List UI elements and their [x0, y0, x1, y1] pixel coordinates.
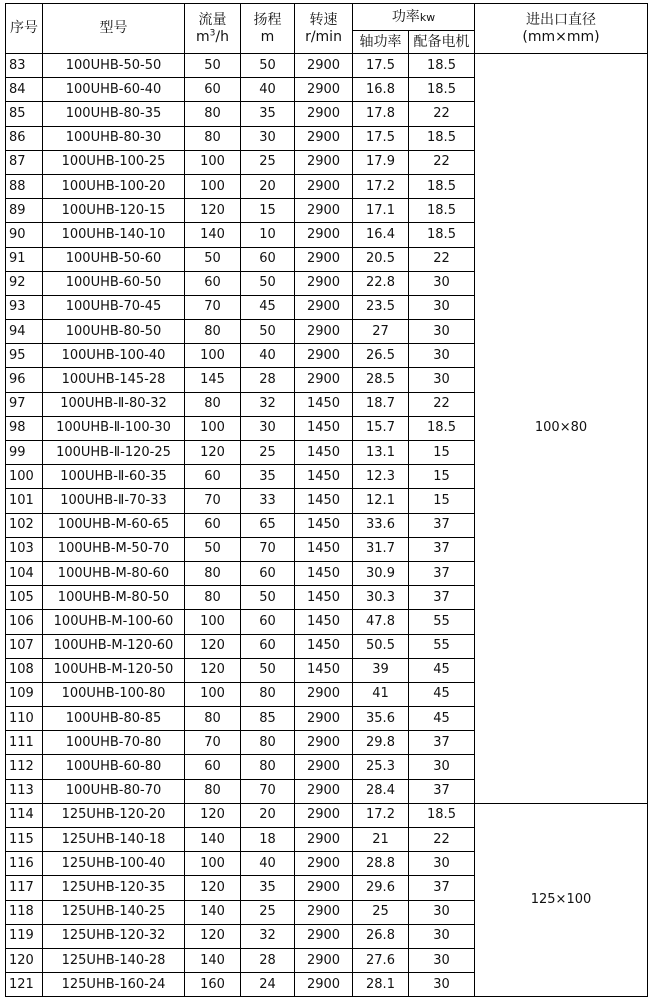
- cell-seq: 120: [6, 948, 43, 972]
- cell-flow: 80: [185, 126, 241, 150]
- cell-seq: 113: [6, 779, 43, 803]
- cell-head: 40: [241, 344, 295, 368]
- cell-shaft-power: 26.8: [353, 924, 409, 948]
- cell-seq: 100: [6, 465, 43, 489]
- cell-head: 28: [241, 948, 295, 972]
- cell-shaft-power: 23.5: [353, 295, 409, 319]
- cell-seq: 83: [6, 54, 43, 78]
- cell-model: 125UHB-160-24: [43, 973, 185, 997]
- cell-speed: 2900: [295, 344, 353, 368]
- cell-motor-power: 30: [409, 344, 475, 368]
- cell-flow: 120: [185, 803, 241, 827]
- cell-seq: 95: [6, 344, 43, 368]
- cell-speed: 2900: [295, 900, 353, 924]
- cell-model: 100UHB-120-15: [43, 199, 185, 223]
- cell-motor-power: 22: [409, 392, 475, 416]
- cell-flow: 120: [185, 924, 241, 948]
- cell-flow: 60: [185, 513, 241, 537]
- cell-speed: 2900: [295, 271, 353, 295]
- cell-model: 100UHB-M-120-50: [43, 658, 185, 682]
- cell-head: 65: [241, 513, 295, 537]
- cell-seq: 97: [6, 392, 43, 416]
- cell-flow: 120: [185, 441, 241, 465]
- cell-flow: 70: [185, 489, 241, 513]
- cell-flow: 80: [185, 392, 241, 416]
- cell-head: 25: [241, 441, 295, 465]
- cell-diameter: 100×80: [475, 54, 648, 804]
- header-speed: [295, 4, 353, 54]
- cell-speed: 2900: [295, 682, 353, 706]
- cell-speed: 2900: [295, 78, 353, 102]
- cell-shaft-power: 15.7: [353, 416, 409, 440]
- header-flow-label: 流量: [198, 11, 227, 28]
- cell-shaft-power: 17.2: [353, 803, 409, 827]
- cell-model: 100UHB-145-28: [43, 368, 185, 392]
- cell-flow: 80: [185, 586, 241, 610]
- cell-motor-power: 30: [409, 900, 475, 924]
- cell-flow: 100: [185, 150, 241, 174]
- cell-motor-power: 18.5: [409, 54, 475, 78]
- header-model: 型号: [43, 4, 185, 54]
- cell-motor-power: 30: [409, 295, 475, 319]
- cell-shaft-power: 22.8: [353, 271, 409, 295]
- cell-seq: 91: [6, 247, 43, 271]
- cell-speed: 1450: [295, 658, 353, 682]
- cell-motor-power: 15: [409, 441, 475, 465]
- cell-head: 50: [241, 586, 295, 610]
- cell-head: 60: [241, 634, 295, 658]
- cell-seq: 109: [6, 682, 43, 706]
- cell-model: 100UHB-100-80: [43, 682, 185, 706]
- cell-flow: 60: [185, 78, 241, 102]
- cell-shaft-power: 26.5: [353, 344, 409, 368]
- cell-motor-power: 37: [409, 513, 475, 537]
- cell-flow: 70: [185, 731, 241, 755]
- cell-speed: 1450: [295, 416, 353, 440]
- cell-speed: 2900: [295, 150, 353, 174]
- cell-model: 100UHB-50-60: [43, 247, 185, 271]
- cell-motor-power: 55: [409, 610, 475, 634]
- cell-head: 15: [241, 199, 295, 223]
- cell-shaft-power: 16.4: [353, 223, 409, 247]
- cell-model: 125UHB-120-20: [43, 803, 185, 827]
- cell-model: 125UHB-120-32: [43, 924, 185, 948]
- cell-model: 100UHB-80-50: [43, 320, 185, 344]
- cell-model: 100UHB-M-80-50: [43, 586, 185, 610]
- table-row: [6, 54, 648, 78]
- cell-seq: 104: [6, 561, 43, 585]
- cell-shaft-power: 27: [353, 320, 409, 344]
- cell-flow: 160: [185, 973, 241, 997]
- cell-speed: 2900: [295, 803, 353, 827]
- cell-flow: 100: [185, 174, 241, 198]
- cell-shaft-power: 47.8: [353, 610, 409, 634]
- cell-head: 10: [241, 223, 295, 247]
- cell-shaft-power: 35.6: [353, 707, 409, 731]
- cell-seq: 107: [6, 634, 43, 658]
- cell-model: 125UHB-120-35: [43, 876, 185, 900]
- cell-head: 28: [241, 368, 295, 392]
- cell-model: 100UHB-60-80: [43, 755, 185, 779]
- cell-speed: 2900: [295, 199, 353, 223]
- cell-model: 125UHB-140-28: [43, 948, 185, 972]
- cell-flow: 60: [185, 465, 241, 489]
- cell-model: 100UHB-Ⅱ-70-33: [43, 489, 185, 513]
- cell-head: 30: [241, 416, 295, 440]
- cell-model: 100UHB-M-120-60: [43, 634, 185, 658]
- header-flow-unit: $m^3/h$: [196, 27, 229, 45]
- cell-motor-power: 37: [409, 876, 475, 900]
- header-power-label: 功率: [391, 8, 420, 25]
- cell-seq: 102: [6, 513, 43, 537]
- cell-motor-power: 18.5: [409, 174, 475, 198]
- cell-motor-power: 18.5: [409, 803, 475, 827]
- cell-motor-power: 30: [409, 320, 475, 344]
- cell-flow: 120: [185, 634, 241, 658]
- cell-speed: 2900: [295, 247, 353, 271]
- cell-shaft-power: 28.5: [353, 368, 409, 392]
- cell-head: 20: [241, 174, 295, 198]
- cell-motor-power: 30: [409, 948, 475, 972]
- cell-shaft-power: 28.8: [353, 852, 409, 876]
- cell-seq: 110: [6, 707, 43, 731]
- cell-speed: 2900: [295, 223, 353, 247]
- cell-speed: 2900: [295, 755, 353, 779]
- cell-shaft-power: 21: [353, 828, 409, 852]
- cell-motor-power: 22: [409, 828, 475, 852]
- cell-speed: 1450: [295, 465, 353, 489]
- cell-flow: 100: [185, 682, 241, 706]
- cell-speed: 2900: [295, 54, 353, 78]
- cell-speed: 1450: [295, 537, 353, 561]
- cell-shaft-power: 13.1: [353, 441, 409, 465]
- cell-shaft-power: 25.3: [353, 755, 409, 779]
- cell-head: 60: [241, 561, 295, 585]
- cell-speed: 2900: [295, 924, 353, 948]
- cell-flow: 100: [185, 610, 241, 634]
- cell-shaft-power: 17.1: [353, 199, 409, 223]
- cell-flow: 145: [185, 368, 241, 392]
- cell-diameter: 125×100: [475, 803, 648, 997]
- cell-flow: 60: [185, 755, 241, 779]
- cell-model: 100UHB-50-50: [43, 54, 185, 78]
- cell-head: 35: [241, 102, 295, 126]
- cell-shaft-power: 41: [353, 682, 409, 706]
- cell-model: 100UHB-Ⅱ-60-35: [43, 465, 185, 489]
- cell-head: 50: [241, 271, 295, 295]
- cell-model: 125UHB-100-40: [43, 852, 185, 876]
- cell-motor-power: 22: [409, 150, 475, 174]
- cell-flow: 80: [185, 561, 241, 585]
- cell-motor-power: 37: [409, 586, 475, 610]
- cell-head: 20: [241, 803, 295, 827]
- cell-head: 40: [241, 78, 295, 102]
- cell-speed: 2900: [295, 707, 353, 731]
- cell-model: 100UHB-M-60-65: [43, 513, 185, 537]
- cell-shaft-power: 12.1: [353, 489, 409, 513]
- cell-model: 125UHB-140-18: [43, 828, 185, 852]
- cell-flow: 50: [185, 54, 241, 78]
- cell-motor-power: 37: [409, 537, 475, 561]
- cell-flow: 80: [185, 779, 241, 803]
- cell-speed: 1450: [295, 586, 353, 610]
- header-head: [241, 4, 295, 54]
- cell-flow: 60: [185, 271, 241, 295]
- cell-flow: 120: [185, 876, 241, 900]
- cell-head: 25: [241, 900, 295, 924]
- cell-motor-power: 18.5: [409, 126, 475, 150]
- cell-motor-power: 15: [409, 465, 475, 489]
- cell-speed: 2900: [295, 174, 353, 198]
- cell-shaft-power: 28.4: [353, 779, 409, 803]
- cell-model: 100UHB-80-70: [43, 779, 185, 803]
- cell-seq: 117: [6, 876, 43, 900]
- cell-head: 70: [241, 779, 295, 803]
- cell-motor-power: 37: [409, 561, 475, 585]
- cell-speed: 2900: [295, 368, 353, 392]
- cell-model: 100UHB-100-25: [43, 150, 185, 174]
- cell-head: 50: [241, 658, 295, 682]
- cell-speed: 2900: [295, 828, 353, 852]
- cell-head: 33: [241, 489, 295, 513]
- table-header: [6, 4, 648, 54]
- cell-model: 100UHB-Ⅱ-120-25: [43, 441, 185, 465]
- cell-model: 100UHB-80-85: [43, 707, 185, 731]
- header-shaft-power: 轴功率: [353, 31, 409, 54]
- pump-spec-table: [5, 3, 648, 997]
- cell-seq: 85: [6, 102, 43, 126]
- cell-head: 35: [241, 465, 295, 489]
- cell-speed: 1450: [295, 441, 353, 465]
- cell-seq: 87: [6, 150, 43, 174]
- cell-shaft-power: 29.8: [353, 731, 409, 755]
- cell-seq: 88: [6, 174, 43, 198]
- cell-shaft-power: 30.9: [353, 561, 409, 585]
- cell-flow: 100: [185, 852, 241, 876]
- cell-shaft-power: 17.9: [353, 150, 409, 174]
- cell-seq: 90: [6, 223, 43, 247]
- cell-shaft-power: 17.5: [353, 54, 409, 78]
- cell-motor-power: 45: [409, 707, 475, 731]
- cell-motor-power: 30: [409, 755, 475, 779]
- cell-flow: 140: [185, 948, 241, 972]
- cell-speed: 1450: [295, 634, 353, 658]
- cell-head: 80: [241, 682, 295, 706]
- cell-speed: 1450: [295, 392, 353, 416]
- header-speed-unit: r/min: [305, 28, 342, 45]
- cell-flow: 100: [185, 416, 241, 440]
- cell-head: 85: [241, 707, 295, 731]
- cell-head: 50: [241, 320, 295, 344]
- cell-shaft-power: 17.2: [353, 174, 409, 198]
- cell-model: 100UHB-60-50: [43, 271, 185, 295]
- cell-model: 100UHB-100-40: [43, 344, 185, 368]
- cell-flow: 50: [185, 247, 241, 271]
- cell-seq: 86: [6, 126, 43, 150]
- cell-motor-power: 18.5: [409, 223, 475, 247]
- cell-head: 80: [241, 755, 295, 779]
- cell-motor-power: 18.5: [409, 416, 475, 440]
- cell-seq: 111: [6, 731, 43, 755]
- cell-flow: 70: [185, 295, 241, 319]
- cell-head: 40: [241, 852, 295, 876]
- cell-seq: 101: [6, 489, 43, 513]
- cell-speed: 2900: [295, 320, 353, 344]
- cell-shaft-power: 50.5: [353, 634, 409, 658]
- cell-shaft-power: 17.5: [353, 126, 409, 150]
- cell-flow: 80: [185, 707, 241, 731]
- cell-seq: 84: [6, 78, 43, 102]
- header-speed-label: 转速: [309, 11, 338, 28]
- cell-seq: 105: [6, 586, 43, 610]
- header-head-unit: m: [260, 28, 275, 45]
- cell-model: 100UHB-M-100-60: [43, 610, 185, 634]
- cell-model: 100UHB-80-30: [43, 126, 185, 150]
- cell-head: 50: [241, 54, 295, 78]
- cell-seq: 114: [6, 803, 43, 827]
- cell-shaft-power: 29.6: [353, 876, 409, 900]
- cell-speed: 2900: [295, 948, 353, 972]
- cell-flow: 140: [185, 223, 241, 247]
- cell-motor-power: 30: [409, 973, 475, 997]
- cell-shaft-power: 30.3: [353, 586, 409, 610]
- header-power: [353, 4, 475, 31]
- header-diameter-label: 进出口直径: [526, 11, 596, 28]
- cell-shaft-power: 31.7: [353, 537, 409, 561]
- cell-flow: 120: [185, 199, 241, 223]
- cell-head: 30: [241, 126, 295, 150]
- header-diameter: [475, 4, 648, 54]
- cell-seq: 121: [6, 973, 43, 997]
- cell-head: 70: [241, 537, 295, 561]
- cell-model: 100UHB-Ⅱ-80-32: [43, 392, 185, 416]
- cell-motor-power: 18.5: [409, 199, 475, 223]
- cell-seq: 92: [6, 271, 43, 295]
- cell-seq: 103: [6, 537, 43, 561]
- cell-seq: 93: [6, 295, 43, 319]
- cell-speed: 1450: [295, 610, 353, 634]
- cell-model: 100UHB-70-45: [43, 295, 185, 319]
- cell-speed: 1450: [295, 561, 353, 585]
- cell-speed: 2900: [295, 852, 353, 876]
- cell-motor-power: 30: [409, 924, 475, 948]
- cell-head: 80: [241, 731, 295, 755]
- cell-speed: 1450: [295, 513, 353, 537]
- cell-seq: 108: [6, 658, 43, 682]
- cell-shaft-power: 25: [353, 900, 409, 924]
- cell-motor-power: 45: [409, 682, 475, 706]
- cell-shaft-power: 27.6: [353, 948, 409, 972]
- cell-head: 24: [241, 973, 295, 997]
- cell-seq: 115: [6, 828, 43, 852]
- cell-speed: 1450: [295, 489, 353, 513]
- cell-seq: 98: [6, 416, 43, 440]
- cell-speed: 2900: [295, 876, 353, 900]
- cell-speed: 2900: [295, 731, 353, 755]
- cell-motor-power: 30: [409, 852, 475, 876]
- cell-speed: 2900: [295, 779, 353, 803]
- header-power-unit: kw: [419, 10, 436, 24]
- cell-motor-power: 30: [409, 271, 475, 295]
- cell-motor-power: 37: [409, 779, 475, 803]
- cell-head: 45: [241, 295, 295, 319]
- cell-speed: 2900: [295, 295, 353, 319]
- cell-model: 100UHB-Ⅱ-100-30: [43, 416, 185, 440]
- cell-flow: 50: [185, 537, 241, 561]
- cell-model: 100UHB-140-10: [43, 223, 185, 247]
- cell-model: 100UHB-60-40: [43, 78, 185, 102]
- cell-motor-power: 45: [409, 658, 475, 682]
- cell-motor-power: 15: [409, 489, 475, 513]
- cell-seq: 96: [6, 368, 43, 392]
- cell-motor-power: 30: [409, 368, 475, 392]
- cell-shaft-power: 39: [353, 658, 409, 682]
- cell-shaft-power: 12.3: [353, 465, 409, 489]
- cell-speed: 2900: [295, 973, 353, 997]
- cell-motor-power: 37: [409, 731, 475, 755]
- cell-head: 32: [241, 924, 295, 948]
- cell-flow: 80: [185, 320, 241, 344]
- cell-seq: 94: [6, 320, 43, 344]
- cell-flow: 120: [185, 658, 241, 682]
- cell-shaft-power: 28.1: [353, 973, 409, 997]
- cell-model: 100UHB-80-35: [43, 102, 185, 126]
- table-row: [6, 803, 648, 827]
- cell-seq: 106: [6, 610, 43, 634]
- cell-head: 60: [241, 247, 295, 271]
- cell-flow: 80: [185, 102, 241, 126]
- cell-seq: 99: [6, 441, 43, 465]
- cell-motor-power: 18.5: [409, 78, 475, 102]
- cell-flow: 100: [185, 344, 241, 368]
- header-flow: [185, 4, 241, 54]
- cell-seq: 89: [6, 199, 43, 223]
- cell-head: 60: [241, 610, 295, 634]
- cell-model: 100UHB-M-80-60: [43, 561, 185, 585]
- cell-seq: 116: [6, 852, 43, 876]
- header-diameter-unit: (mm×mm): [522, 28, 600, 45]
- cell-shaft-power: 16.8: [353, 78, 409, 102]
- cell-shaft-power: 18.7: [353, 392, 409, 416]
- cell-shaft-power: 17.8: [353, 102, 409, 126]
- cell-speed: 2900: [295, 102, 353, 126]
- cell-seq: 118: [6, 900, 43, 924]
- cell-motor-power: 22: [409, 102, 475, 126]
- cell-motor-power: 22: [409, 247, 475, 271]
- cell-speed: 2900: [295, 126, 353, 150]
- cell-seq: 112: [6, 755, 43, 779]
- cell-head: 25: [241, 150, 295, 174]
- cell-model: 125UHB-140-25: [43, 900, 185, 924]
- cell-shaft-power: 33.6: [353, 513, 409, 537]
- header-head-label: 扬程: [253, 11, 282, 28]
- header-seq: 序号: [6, 4, 43, 54]
- cell-shaft-power: 20.5: [353, 247, 409, 271]
- table-body: [6, 54, 648, 997]
- header-motor-power: 配备电机: [409, 31, 475, 54]
- cell-flow: 140: [185, 900, 241, 924]
- cell-seq: 119: [6, 924, 43, 948]
- cell-head: 32: [241, 392, 295, 416]
- cell-flow: 140: [185, 828, 241, 852]
- cell-motor-power: 55: [409, 634, 475, 658]
- cell-model: 100UHB-70-80: [43, 731, 185, 755]
- cell-model: 100UHB-100-20: [43, 174, 185, 198]
- cell-head: 18: [241, 828, 295, 852]
- cell-model: 100UHB-M-50-70: [43, 537, 185, 561]
- cell-head: 35: [241, 876, 295, 900]
